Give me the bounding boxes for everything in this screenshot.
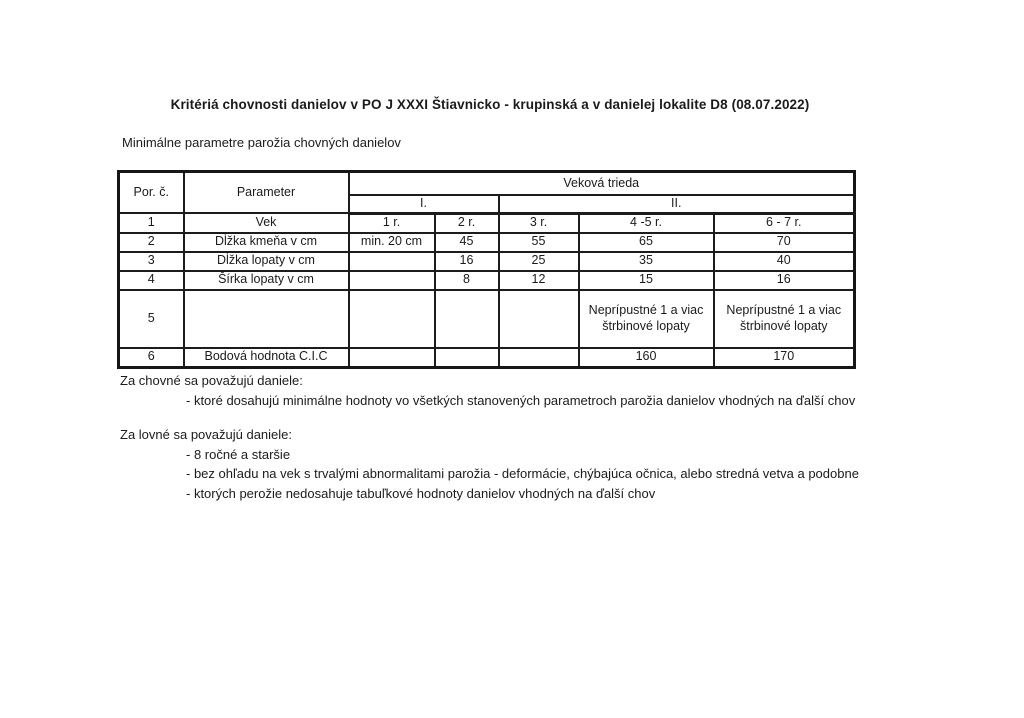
- breeding-note-group: [120, 371, 920, 410]
- table-row: [119, 271, 855, 290]
- table-row: [119, 252, 855, 271]
- header-order-number: Por. č.: [119, 172, 184, 214]
- note-item: - 8 ročné a staršie: [186, 446, 291, 462]
- cell-value: 2 r.: [435, 213, 499, 233]
- cell-value: Neprípustné 1 a viac štrbinové lopaty: [714, 290, 855, 348]
- note-item: - bez ohľadu na vek s trvalými abnormalitami parožia - deformácie, chýbajúca očnica, alebo stredná vetva a podobne: [186, 466, 859, 481]
- cell-order: 6: [119, 348, 184, 368]
- cell-value: [349, 271, 435, 290]
- cell-value: 3 r.: [499, 213, 579, 233]
- note-item: - ktorých perožie nedosahuje tabuľkové hodnoty danielov vhodných na ďalší chov: [186, 485, 656, 501]
- document-subtitle: Minimálne parametre parožia chovných danielov: [122, 135, 401, 150]
- cell-order: 3: [119, 252, 184, 271]
- cell-value: [349, 348, 435, 368]
- cell-value: 8: [435, 271, 499, 290]
- cell-parameter: Dĺžka kmeňa v cm: [184, 233, 349, 252]
- cell-value: 170: [714, 348, 855, 368]
- table-row: [119, 348, 855, 368]
- table-row: [119, 290, 855, 348]
- cell-value: [435, 290, 499, 348]
- table-row: [119, 233, 855, 252]
- cell-value: 40: [714, 252, 855, 271]
- hunting-note-group: [120, 425, 920, 503]
- cell-value: 35: [579, 252, 714, 271]
- cell-value: min. 20 cm: [349, 233, 435, 252]
- cell-value: [499, 290, 579, 348]
- cell-value: 55: [499, 233, 579, 252]
- cell-value: 4 -5 r.: [579, 213, 714, 233]
- cell-order: 5: [119, 290, 184, 348]
- note-heading: Za lovné sa považujú daniele:: [120, 427, 293, 442]
- cell-value: 16: [714, 271, 855, 290]
- cell-value: 16: [435, 252, 499, 271]
- header-parameter: Parameter: [184, 172, 349, 214]
- cell-value: 6 - 7 r.: [714, 213, 855, 233]
- cell-value: 12: [499, 271, 579, 290]
- cell-parameter: Vek: [184, 213, 349, 233]
- cell-parameter: Dĺžka lopaty v cm: [184, 252, 349, 271]
- cell-value: [435, 348, 499, 368]
- document-title: Kritériá chovnosti danielov v PO J XXXI Štiavnicko - krupinská a v danielej lokalite D8 (08.07.2022): [170, 97, 810, 112]
- cell-value: [349, 252, 435, 271]
- table-row: [119, 213, 855, 233]
- cell-value: 65: [579, 233, 714, 252]
- cell-parameter: [184, 290, 349, 348]
- cell-parameter: Bodová hodnota C.I.C: [184, 348, 349, 368]
- table-header-row-1: [119, 172, 855, 196]
- cell-value: 25: [499, 252, 579, 271]
- cell-order: 4: [119, 271, 184, 290]
- cell-value: [499, 348, 579, 368]
- cell-value: [349, 290, 435, 348]
- cell-value: 15: [579, 271, 714, 290]
- header-class-two: II.: [499, 195, 855, 213]
- cell-order: 2: [119, 233, 184, 252]
- breeding-criteria-table: [117, 170, 856, 369]
- cell-value: 45: [435, 233, 499, 252]
- cell-parameter: Šírka lopaty v cm: [184, 271, 349, 290]
- cell-value: 160: [579, 348, 714, 368]
- note-item: - ktoré dosahujú minimálne hodnoty vo všetkých stanovených parametroch parožia danielov vhodných na ďalší chov: [186, 392, 856, 408]
- note-heading: Za chovné sa považujú daniele:: [120, 373, 303, 388]
- cell-value: Neprípustné 1 a viac štrbinové lopaty: [579, 290, 714, 348]
- header-class-one: I.: [349, 195, 499, 213]
- header-age-class-group: Veková trieda: [349, 172, 855, 196]
- cell-value: 1 r.: [349, 213, 435, 233]
- cell-value: 70: [714, 233, 855, 252]
- cell-order: 1: [119, 213, 184, 233]
- notes-section: [120, 371, 920, 503]
